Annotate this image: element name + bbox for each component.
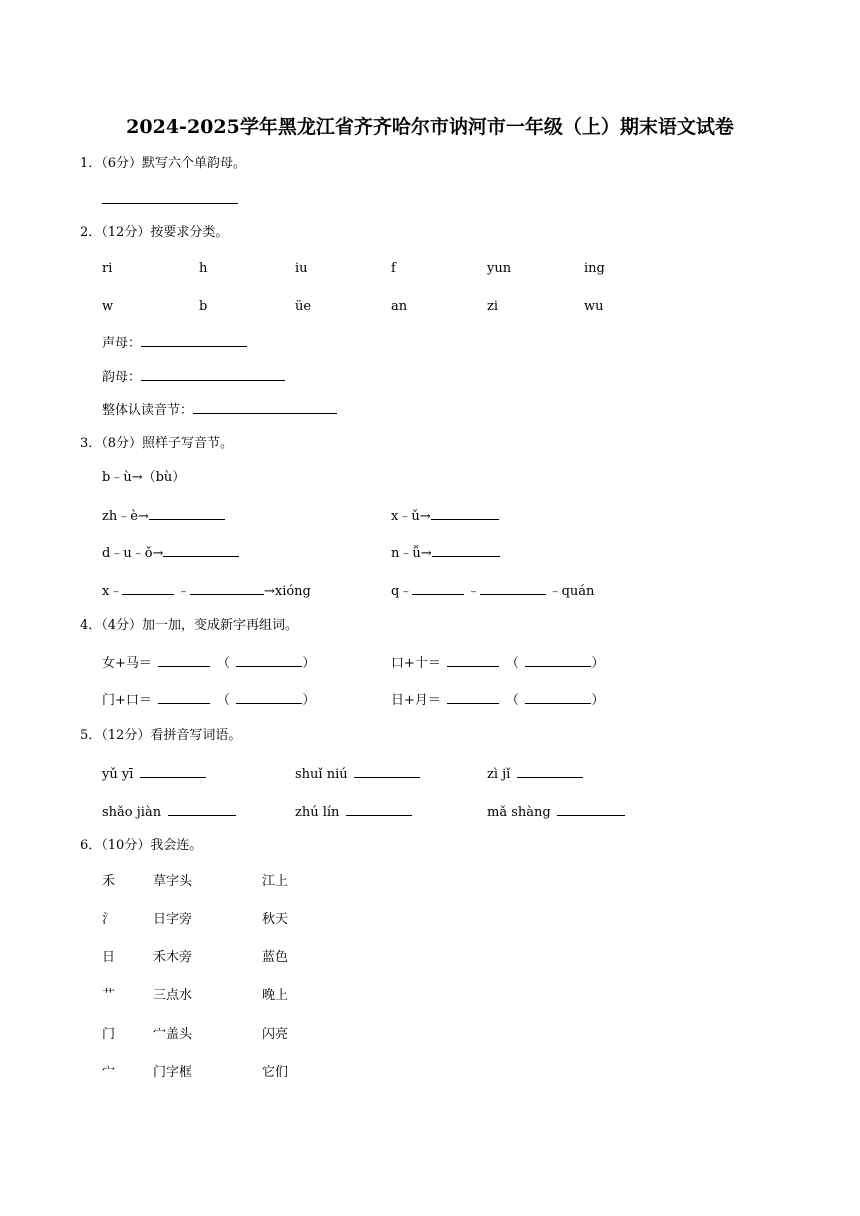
pinyin-option: yun: [487, 261, 512, 276]
radical-item[interactable]: 宀: [102, 1065, 116, 1080]
question-1-label: 1．（6分）默写六个单韵母。: [80, 156, 247, 171]
pinyin-item: [102, 766, 206, 781]
pinyin-prompt: yǔ yī: [102, 767, 134, 782]
pinyin-option: b: [199, 299, 208, 314]
word-item[interactable]: 秋天: [262, 912, 289, 927]
pinyin-option: h: [199, 261, 208, 276]
add-char-prompt: 口+十＝: [391, 656, 441, 671]
syllable-prompt: x﹣: [102, 584, 123, 599]
add-char-prompt: 女+马＝: [102, 656, 152, 671]
pinyin-prompt: shuǐ niú: [295, 767, 348, 782]
answer-blank[interactable]: [102, 192, 238, 207]
word-item[interactable]: 蓝色: [262, 950, 289, 965]
word-item[interactable]: 它们: [262, 1065, 289, 1080]
radical-name-item[interactable]: 门字框: [153, 1065, 193, 1080]
bracket: （: [505, 693, 519, 708]
yunmu-row: [102, 369, 285, 384]
answer-blank[interactable]: [158, 692, 210, 704]
answer-blank[interactable]: [141, 335, 247, 347]
word-item[interactable]: 闪亮: [262, 1027, 289, 1042]
bracket: （: [216, 656, 230, 671]
answer-blank[interactable]: [346, 804, 412, 816]
add-char-item: [391, 655, 604, 670]
pinyin-item: [295, 766, 420, 781]
pinyin-option: f: [391, 261, 396, 276]
question-4-label: 4．（4分）加一加，变成新字再组词。: [80, 618, 299, 633]
syllable-prompt: d﹣u﹣ǒ→: [102, 546, 164, 561]
pinyin-option: wu: [584, 299, 604, 314]
answer-blank[interactable]: [431, 508, 499, 520]
answer-blank[interactable]: [525, 692, 591, 704]
example-syllable: b﹣ù→（bù）: [102, 470, 186, 485]
pinyin-prompt: zì jǐ: [487, 767, 511, 782]
radical-name-item[interactable]: 日字旁: [153, 912, 193, 927]
page-title: 2024-2025学年黑龙江省齐齐哈尔市讷河市一年级（上）期末语文试卷: [126, 116, 734, 138]
syllable-prompt: x﹣ǔ→: [391, 509, 431, 524]
answer-blank[interactable]: [447, 692, 499, 704]
answer-blank[interactable]: [163, 545, 239, 557]
question-6-label: 6．（10分）我会连。: [80, 838, 203, 853]
word-item[interactable]: 晚上: [262, 988, 289, 1003]
answer-blank[interactable]: [122, 583, 174, 595]
add-char-prompt: 日+月＝: [391, 693, 441, 708]
pinyin-option: zi: [487, 299, 499, 314]
pinyin-option: an: [391, 299, 408, 314]
answer-blank[interactable]: [140, 766, 206, 778]
answer-blank[interactable]: [149, 508, 225, 520]
add-char-item: [102, 655, 315, 670]
pinyin-item: [487, 804, 625, 819]
answer-blank[interactable]: [190, 583, 264, 595]
answer-blank[interactable]: [354, 766, 420, 778]
answer-blank[interactable]: [447, 655, 499, 667]
pinyin-prompt: zhú lín: [295, 805, 340, 820]
pinyin-option: üe: [295, 299, 312, 314]
syllable-item: [102, 583, 311, 598]
radical-item[interactable]: 氵: [102, 912, 116, 927]
radical-item[interactable]: 艹: [102, 988, 116, 1003]
syllable-prompt: n﹣ǚ→: [391, 546, 432, 561]
syllable-prompt: ﹣: [466, 584, 480, 599]
pinyin-item: [295, 804, 412, 819]
yunmu-label: 韵母：: [102, 370, 142, 385]
answer-blank[interactable]: [193, 402, 337, 414]
syllable-prompt: ﹣quán: [548, 584, 595, 599]
question-5-label: 5．（12分）看拼音写词语。: [80, 728, 242, 743]
pinyin-option: w: [102, 299, 114, 314]
bracket: ）: [302, 656, 316, 671]
syllable-prompt: zh﹣è→: [102, 509, 149, 524]
shengmu-label: 声母：: [102, 336, 142, 351]
syllable-item: [102, 545, 239, 560]
answer-blank[interactable]: [480, 583, 546, 595]
syllable-item: [391, 583, 594, 598]
radical-item[interactable]: 门: [102, 1027, 116, 1042]
answer-blank[interactable]: [236, 655, 302, 667]
radical-item[interactable]: 日: [102, 950, 116, 965]
bracket: （: [216, 693, 230, 708]
answer-blank[interactable]: [525, 655, 591, 667]
zhengti-row: [102, 402, 337, 417]
shengmu-row: [102, 335, 247, 350]
syllable-prompt: →xióng: [263, 584, 311, 599]
bracket: ）: [302, 693, 316, 708]
word-item[interactable]: 江上: [262, 874, 289, 889]
answer-blank[interactable]: [432, 545, 500, 557]
pinyin-item: [487, 766, 583, 781]
answer-blank[interactable]: [557, 804, 625, 816]
syllable-item: [391, 508, 499, 523]
radical-name-item[interactable]: 禾木旁: [153, 950, 193, 965]
answer-blank[interactable]: [141, 369, 285, 381]
bracket: ）: [591, 693, 605, 708]
radical-name-item[interactable]: 宀盖头: [153, 1027, 193, 1042]
pinyin-option: iu: [295, 261, 308, 276]
syllable-item: [391, 545, 500, 560]
answer-blank[interactable]: [517, 766, 583, 778]
syllable-item: [102, 508, 225, 523]
zhengti-label: 整体认读音节：: [102, 403, 194, 418]
radical-item[interactable]: 禾: [102, 874, 116, 889]
pinyin-prompt: shǎo jiàn: [102, 805, 162, 820]
question-3-label: 3．（8分）照样子写音节。: [80, 436, 234, 451]
pinyin-option: ri: [102, 261, 113, 276]
syllable-prompt: ﹣: [176, 584, 190, 599]
add-char-item: [102, 692, 315, 707]
syllable-prompt: q﹣: [391, 584, 413, 599]
radical-name-item[interactable]: 三点水: [153, 988, 193, 1003]
answer-blank[interactable]: [158, 655, 210, 667]
answer-blank[interactable]: [236, 692, 302, 704]
question-2-label: 2．（12分）按要求分类。: [80, 225, 229, 240]
answer-blank[interactable]: [168, 804, 236, 816]
add-char-item: [391, 692, 604, 707]
answer-blank[interactable]: [412, 583, 464, 595]
bracket: （: [505, 656, 519, 671]
pinyin-prompt: mǎ shàng: [487, 805, 551, 820]
add-char-prompt: 门+口＝: [102, 693, 152, 708]
pinyin-option: ing: [584, 261, 605, 276]
bracket: ）: [591, 656, 605, 671]
radical-name-item[interactable]: 草字头: [153, 874, 193, 889]
pinyin-item: [102, 804, 236, 819]
